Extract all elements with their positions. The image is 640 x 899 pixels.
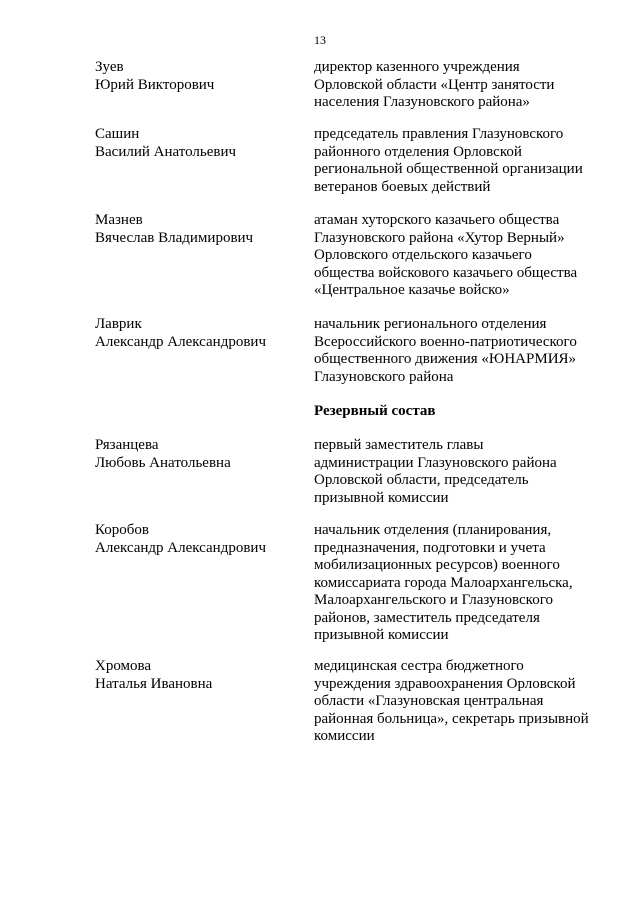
role-line: начальник отделения (планирования, [314, 522, 552, 538]
role-line: районного отделения Орловской [314, 143, 522, 160]
role-line: учреждения здравоохранения Орловской [314, 675, 576, 692]
reserve-section-heading: Резервный состав [314, 403, 436, 419]
role-line: Орловской области, председатель [314, 472, 529, 488]
role-line: региональной общественной организации [314, 161, 583, 177]
role-line: медицинская сестра бюджетного [314, 658, 524, 674]
role-line: администрации Глазуновского района [314, 454, 557, 471]
role-line: Орловского отдельского казачьего [314, 247, 532, 263]
member-given-name: Александр Александрович [95, 539, 266, 556]
role-line: Всероссийского военно-патриотического [314, 333, 577, 350]
member-role [314, 437, 604, 507]
role-line: области «Глазуновская центральная [314, 693, 544, 709]
role-line: директор казенного учреждения [314, 59, 520, 75]
member-role [314, 212, 604, 300]
member-role [314, 59, 604, 112]
member-role [314, 658, 604, 746]
role-line: районов, заместитель председателя [314, 609, 540, 626]
role-line: Глазуновского района [314, 368, 454, 385]
role-line: ветеранов боевых действий [314, 178, 491, 195]
member-name [95, 522, 300, 557]
member-role [314, 522, 604, 645]
role-line: населения Глазуновского района» [314, 94, 530, 110]
role-line: председатель правления Глазуновского [314, 126, 564, 142]
role-line: первый заместитель главы [314, 437, 484, 453]
role-line: Глазуновского района «Хутор Верный» [314, 229, 565, 246]
member-name [95, 59, 300, 94]
role-line: мобилизационных ресурсов) военного [314, 557, 560, 573]
member-name [95, 212, 300, 247]
member-given-name: Наталья Ивановна [95, 675, 213, 692]
role-line: комиссии [314, 728, 375, 744]
member-given-name: Юрий Викторович [95, 76, 215, 93]
member-role [314, 126, 604, 196]
role-line: предназначения, подготовки и учета [314, 539, 546, 556]
role-line: общественного движения «ЮНАРМИЯ» [314, 351, 577, 367]
member-surname: Рязанцева [95, 437, 159, 453]
member-given-name: Любовь Анатольевна [95, 454, 231, 471]
member-given-name: Александр Александрович [95, 333, 266, 350]
page-number: 13 [314, 33, 326, 47]
role-line: комиссариата города Малоархангельска, [314, 574, 573, 591]
role-line: Орловской области «Центр занятости [314, 76, 555, 93]
member-name [95, 658, 300, 693]
role-line: районная больница», секретарь призывной [314, 710, 589, 727]
role-line: Малоархангельского и Глазуновского [314, 592, 553, 608]
member-surname: Мазнев [95, 212, 143, 228]
role-line: «Центральное казачье войско» [314, 282, 510, 298]
member-surname: Хромова [95, 658, 152, 674]
member-role [314, 316, 604, 386]
role-line: призывной комиссии [314, 627, 449, 643]
member-given-name: Василий Анатольевич [95, 143, 237, 160]
member-name [95, 316, 300, 351]
role-line: призывной комиссии [314, 489, 449, 506]
member-name [95, 126, 300, 161]
role-line: атаман хуторского казачьего общества [314, 212, 560, 228]
role-line: начальник регионального отделения [314, 316, 547, 332]
member-surname: Зуев [95, 59, 124, 75]
member-given-name: Вячеслав Владимирович [95, 229, 254, 246]
member-surname: Сашин [95, 126, 140, 142]
role-line: общества войскового казачьего общества [314, 264, 578, 281]
member-surname: Лаврик [95, 316, 142, 332]
member-surname: Коробов [95, 522, 149, 538]
member-name [95, 437, 300, 472]
